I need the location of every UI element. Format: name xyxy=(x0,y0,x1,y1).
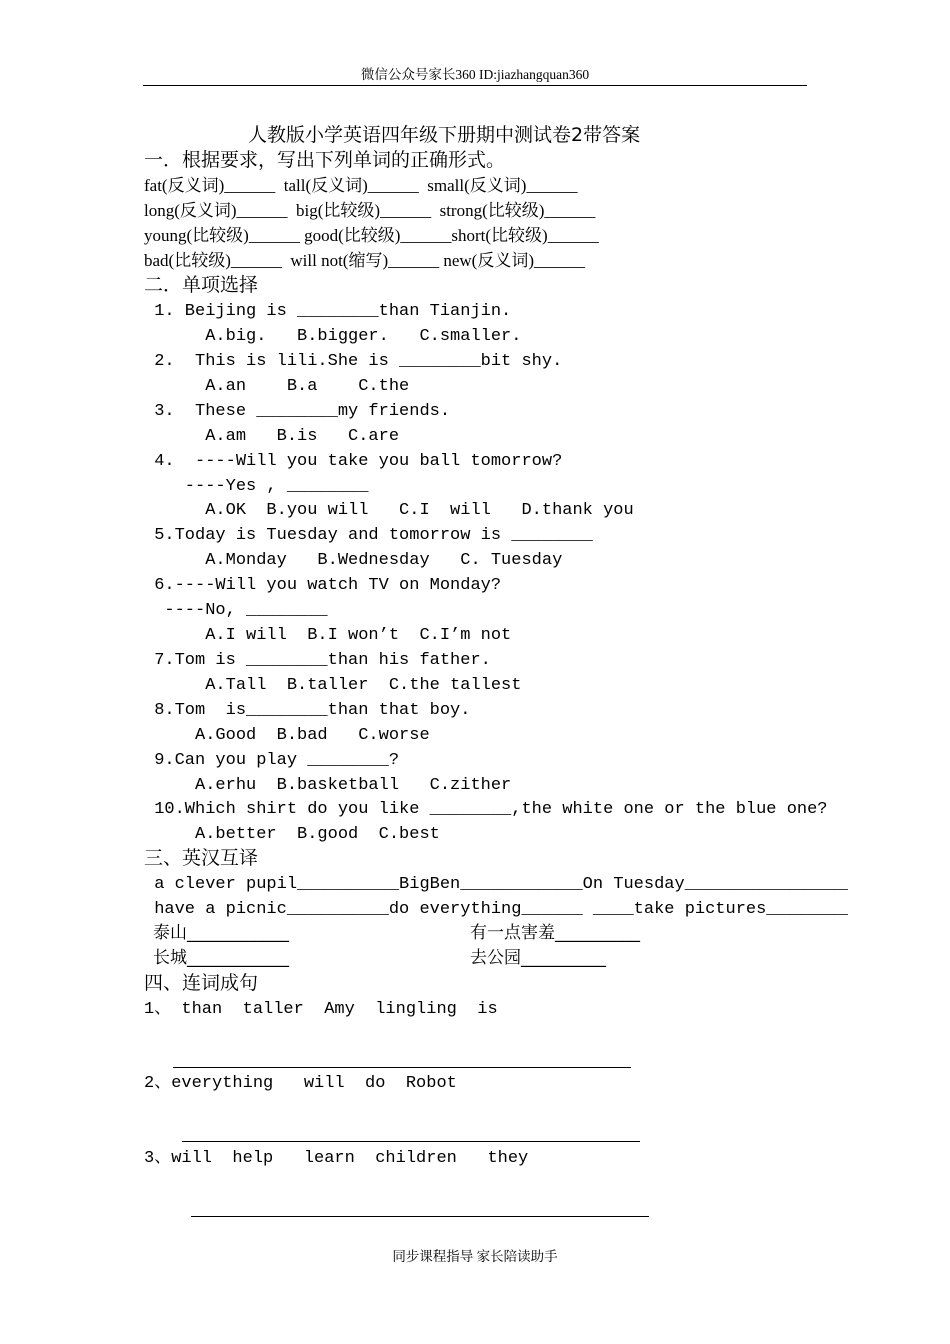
question-options: A.Tall B.taller C.the tallest xyxy=(144,676,522,695)
section1-heading: 一．根据要求，写出下列单词的正确形式。 xyxy=(144,149,506,171)
question-line: 9.Can you play ________? xyxy=(144,751,400,770)
question-options: A.Good B.bad C.worse xyxy=(144,726,430,745)
page-title: 人教版小学英语四年级下册期中测试卷2带答案 xyxy=(248,124,641,146)
question-options: A.Monday B.Wednesday C. Tuesday xyxy=(144,551,563,570)
translation-cn-right: 有一点害羞__________ xyxy=(470,923,640,943)
translation-cn-right: 去公园__________ xyxy=(470,948,606,968)
question-line: 4. ----Will you take you ball tomorrow? xyxy=(144,452,563,471)
question-options: A.better B.good C.best xyxy=(144,825,440,844)
sentence-item: 1、 than taller Amy lingling is xyxy=(144,1000,498,1019)
question-options: A.I will B.I won’t C.I’m not xyxy=(144,626,512,645)
answer-line xyxy=(173,1067,631,1068)
question-options: A.an B.a C.the xyxy=(144,377,410,396)
question-line: 6.----Will you watch TV on Monday? xyxy=(144,576,502,595)
page-header: 微信公众号家长360 ID:jiazhangquan360 xyxy=(360,67,590,82)
translation-row: have a picnic__________do everything______ ____take pictures________ xyxy=(144,900,848,919)
section1-row: bad(比较级)______ will not(缩写)______ new(反义词)______ xyxy=(144,251,586,270)
header-rule xyxy=(143,85,807,86)
section3-heading: 三、英汉互译 xyxy=(144,847,259,869)
answer-line xyxy=(182,1141,640,1142)
section1-row: long(反义词)______ big(比较级)______ strong(比较级)______ xyxy=(144,201,596,220)
question-options: A.am B.is C.are xyxy=(144,427,400,446)
translation-row: a clever pupil__________BigBen____________On Tuesday________________ xyxy=(144,875,848,894)
question-options: A.OK B.you will C.I will D.thank you xyxy=(144,501,634,520)
question-line: 3. These ________my friends. xyxy=(144,402,451,421)
page-footer: 同步课程指导 家长陪读助手 xyxy=(392,1249,558,1264)
question-line: ----No, ________ xyxy=(144,601,328,620)
question-line: 2. This is lili.She is ________bit shy. xyxy=(144,352,563,371)
question-line: 1. Beijing is ________than Tianjin. xyxy=(144,302,512,321)
section2-heading: 二．单项选择 xyxy=(144,274,259,296)
question-options: A.erhu B.basketball C.zither xyxy=(144,776,512,795)
sentence-item: 2、everything will do Robot xyxy=(144,1074,457,1093)
answer-line xyxy=(191,1216,649,1217)
question-line: ----Yes , ________ xyxy=(144,477,369,496)
sentence-item: 3、will help learn children they xyxy=(144,1149,529,1168)
question-options: A.big. B.bigger. C.smaller. xyxy=(144,327,522,346)
section1-row: young(比较级)______ good(比较级)______short(比较级)______ xyxy=(144,226,599,245)
question-line: 8.Tom is________than that boy. xyxy=(144,701,471,720)
section1-row: fat(反义词)______ tall(反义词)______ small(反义词)______ xyxy=(144,176,578,195)
question-line: 10.Which shirt do you like ________,the white one or the blue one? xyxy=(144,800,828,819)
translation-cn-left: 长城____________ xyxy=(153,948,289,968)
translation-cn-left: 泰山____________ xyxy=(153,923,289,943)
question-line: 5.Today is Tuesday and tomorrow is ________ xyxy=(144,526,593,545)
section4-heading: 四、连词成句 xyxy=(144,972,259,994)
question-line: 7.Tom is ________than his father. xyxy=(144,651,491,670)
